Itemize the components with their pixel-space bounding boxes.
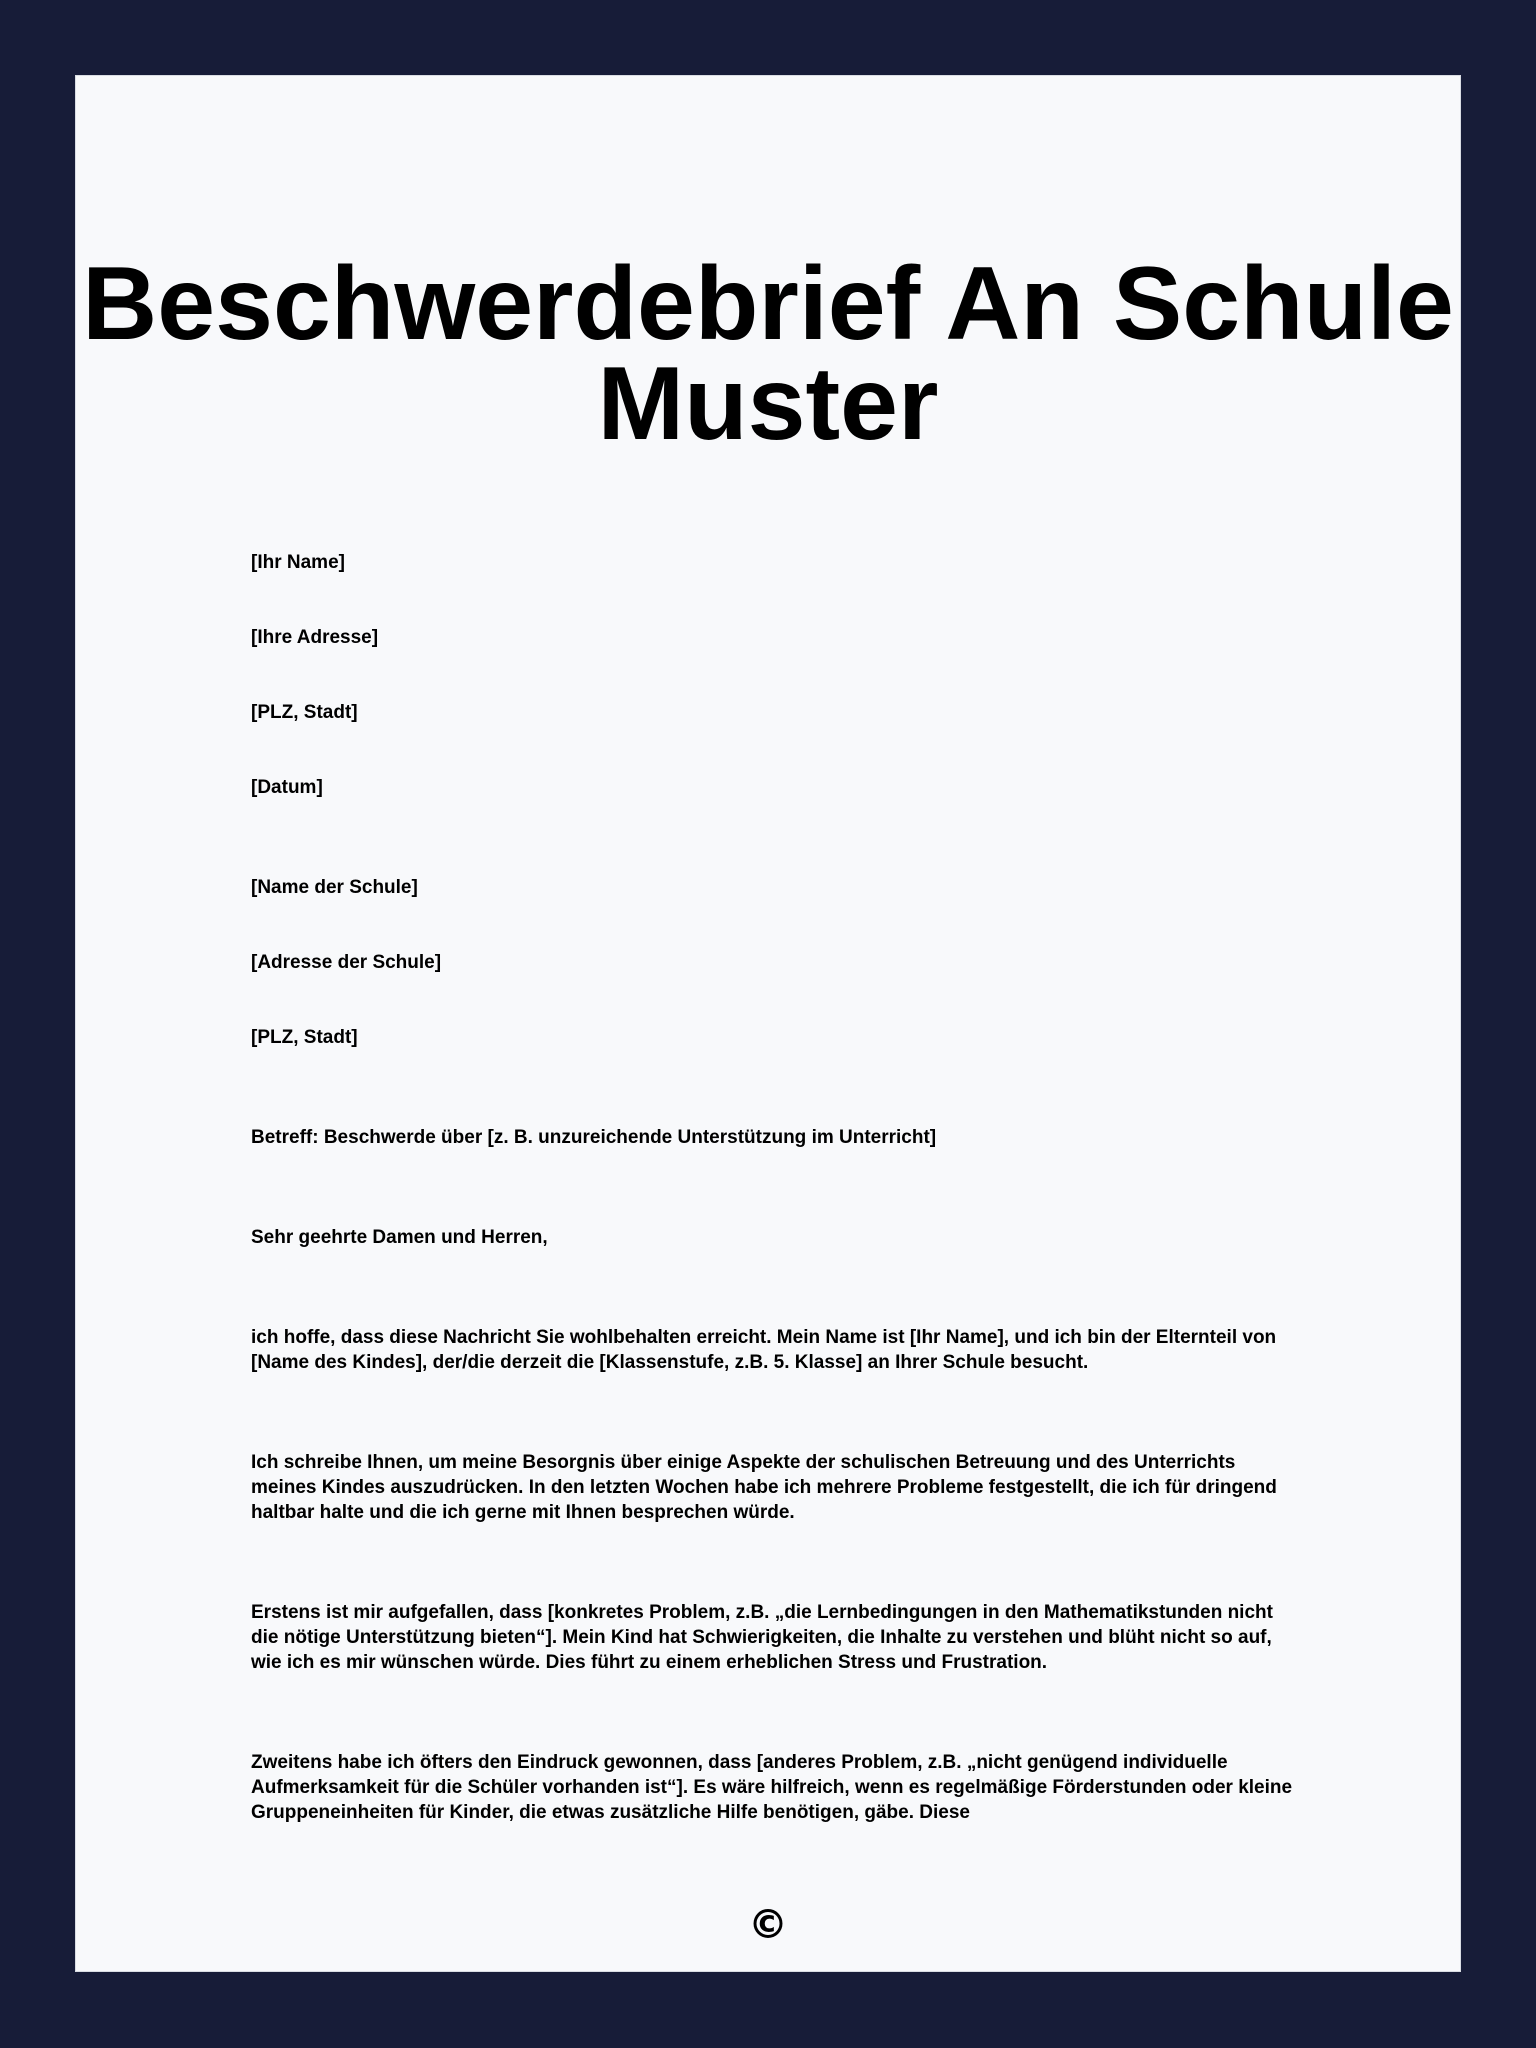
letter-date: [Datum]: [251, 777, 323, 798]
letter-subject: Betreff: Beschwerde über [z. B. unzureichende Unterstützung im Unterricht]: [251, 1127, 937, 1148]
recipient-city: [PLZ, Stadt]: [251, 1027, 358, 1048]
document-title: Beschwerdebrief An Schule Muster: [82, 246, 1454, 462]
recipient-address: [Adresse der Schule]: [251, 952, 442, 973]
document-page: [75, 75, 1461, 1972]
paragraph-intro: ich hoffe, dass diese Nachricht Sie wohlbehalten erreicht. Mein Name ist [Ihr Name], und ich bin der Elternteil von [Name des Kindes], der/die derzeit die [Klassenstufe, z.B. 5. Klasse] an Ihrer Schule besucht.: [251, 1327, 1277, 1373]
letter-salutation: Sehr geehrte Damen und Herren,: [251, 1227, 548, 1248]
paragraph-concern: Ich schreibe Ihnen, um meine Besorgnis über einige Aspekte der schulischen Betreuung und des Unterrichts meines Kindes auszudrücken. In den letzten Wochen habe ich mehrere Probleme festgestellt, die ich für dringend haltbar halte und die ich gerne mit Ihnen besprechen würde.: [251, 1452, 1277, 1523]
paragraph-first-issue: Erstens ist mir aufgefallen, dass [konkretes Problem, z.B. „die Lernbedingungen in den Mathematikstunden nicht die nötige Unterstützung bieten“]. Mein Kind hat Schwierigkeiten, die Inhalte zu verstehen und blüht nicht so auf, wie ich es mir wünschen würde. Dies führt zu einem erheblichen Stress und Frustration.: [251, 1602, 1273, 1673]
copyright-icon: ©: [748, 1902, 788, 1948]
sender-address: [Ihre Adresse]: [251, 627, 379, 648]
sender-name: [Ihr Name]: [251, 552, 345, 573]
paragraph-second-issue: Zweitens habe ich öfters den Eindruck gewonnen, dass [anderes Problem, z.B. „nicht genügend individuelle Aufmerksamkeit für die Schüler vorhanden ist“]. Es wäre hilfreich, wenn es regelmäßige Förderstunden oder kleine Gruppeneinheiten für Kinder, die etwas zusätzliche Hilfe benötigen, gäbe. Diese: [251, 1752, 1293, 1823]
recipient-name: [Name der Schule]: [251, 877, 418, 898]
sender-city: [PLZ, Stadt]: [251, 702, 358, 723]
